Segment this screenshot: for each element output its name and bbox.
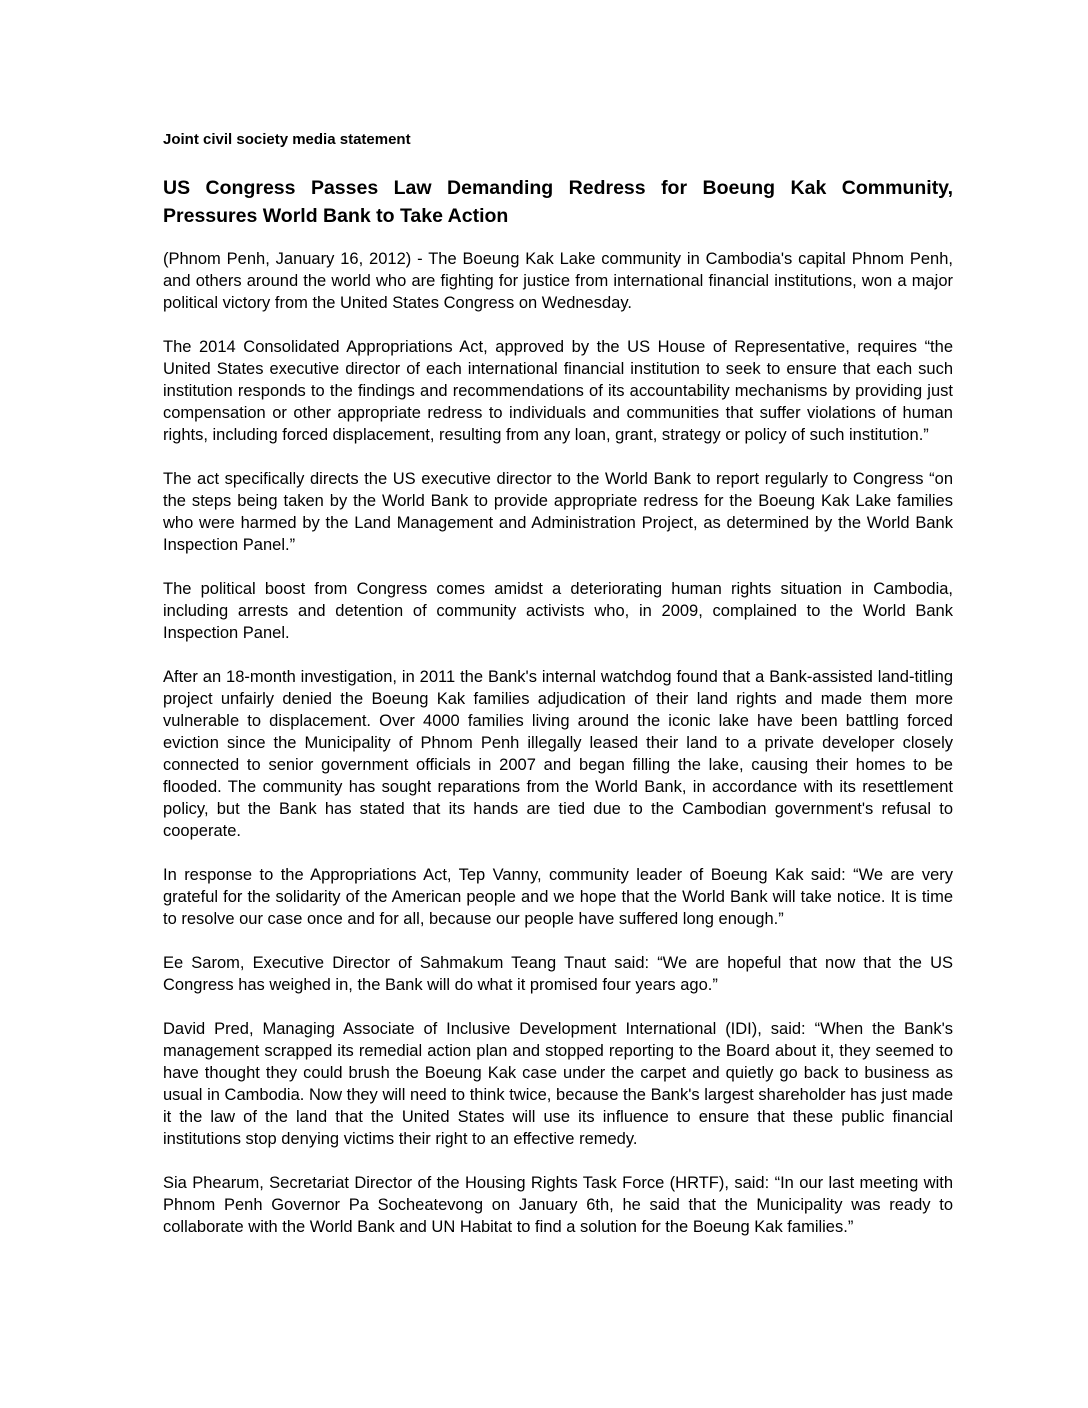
- paragraph: After an 18-month investigation, in 2011 the Bank's internal watchdog found that a Bank-assisted land-titling project unfairly denied the Boeung Kak families adjudication of their land rights and made them more vulnerable to displacement. Over 4000 families living around the iconic lake have been battling forced eviction since the Municipality of Phnom Penh illegally leased their land to a private developer closely connected to senior government officials in 2007 and began filling the lake, causing their homes to be flooded. The community has sought reparations from the World Bank, in accordance with its resettlement policy, but the Bank has stated that its hands are tied due to the Cambodian government's refusal to cooperate.: [163, 668, 953, 840]
- paragraph: In response to the Appropriations Act, Tep Vanny, community leader of Boeung Kak said: “We are very grateful for the solidarity of the American people and we hope that the World Bank will take notice. It is time to resolve our case once and for all, because our people have suffered long enough.”: [163, 866, 953, 928]
- statement-kicker: Joint civil society media statement: [163, 131, 411, 148]
- paragraph: The act specifically directs the US executive director to the World Bank to report regularly to Congress “on the steps being taken by the World Bank to provide appropriate redress for the Boeung Kak Lake families who were harmed by the Land Management and Administration Project, as determined by the World Bank Inspection Panel.”: [163, 470, 953, 554]
- paragraph: Ee Sarom, Executive Director of Sahmakum Teang Tnaut said: “We are hopeful that now that the US Congress has weighed in, the Bank will do what it promised four years ago.”: [163, 954, 953, 994]
- document-title: US Congress Passes Law Demanding Redress for Boeung Kak Community, Pressures World Bank to Take Action: [163, 177, 953, 227]
- document-page: [163, 130, 953, 1260]
- paragraph: The 2014 Consolidated Appropriations Act, approved by the US House of Representative, requires “the United States executive director of each international financial institution to seek to ensure that each such institution responds to the findings and recommendations of its accountability mechanisms by providing just compensation or other appropriate redress to individuals and communities that suffer violations of human rights, including forced displacement, resulting from any loan, grant, strategy or policy of such institution.”: [163, 338, 953, 444]
- paragraph: The political boost from Congress comes amidst a deteriorating human rights situation in Cambodia, including arrests and detention of community activists who, in 2009, complained to the World Bank Inspection Panel.: [163, 580, 953, 642]
- paragraph: (Phnom Penh, January 16, 2012) - The Boeung Kak Lake community in Cambodia's capital Phnom Penh, and others around the world who are fighting for justice from international financial institutions, won a major political victory from the United States Congress on Wednesday.: [163, 250, 953, 312]
- document-body: [163, 248, 953, 1238]
- paragraph: Sia Phearum, Secretariat Director of the Housing Rights Task Force (HRTF), said: “In our last meeting with Phnom Penh Governor Pa Socheatevong on January 6th, he said that the Municipality was ready to collaborate with the World Bank and UN Habitat to find a solution for the Boeung Kak families.”: [163, 1174, 953, 1236]
- paragraph: David Pred, Managing Associate of Inclusive Development International (IDI), said: “When the Bank's management scrapped its remedial action plan and stopped reporting to the Board about it, they seemed to have thought they could brush the Boeung Kak case under the carpet and quietly go back to business as usual in Cambodia. Now they will need to think twice, because the Bank's largest shareholder has just made it the law of the land that the United States will use its influence to ensure that these public financial institutions stop denying victims their right to an effective remedy.: [163, 1020, 953, 1148]
